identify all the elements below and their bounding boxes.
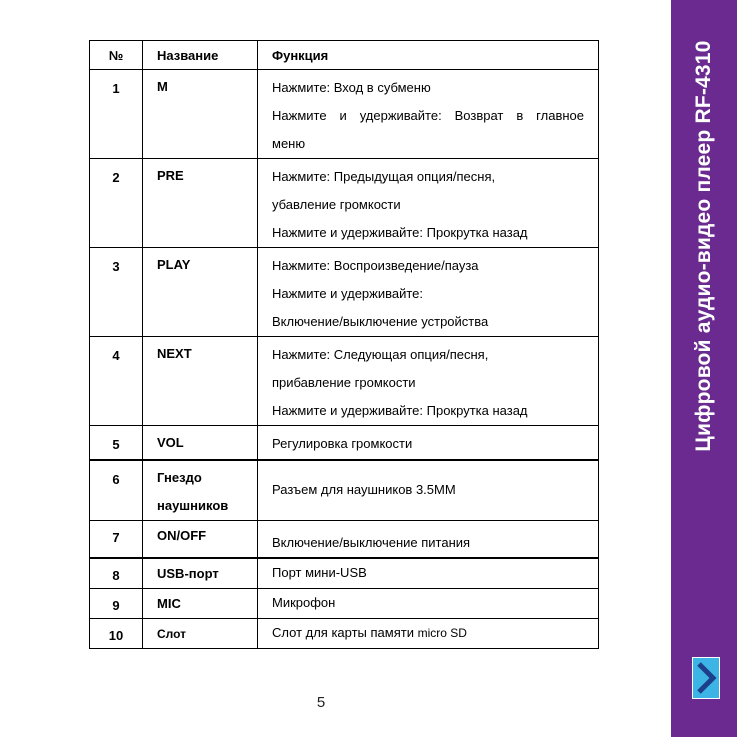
- row-function-line: Нажмите и удерживайте: Прокрутка назад: [272, 403, 528, 418]
- row-function-text: Слот для карты памяти: [272, 624, 418, 640]
- row-name: ON/OFF: [157, 527, 207, 543]
- row-function-line: Нажмите: Воспроизведение/пауза: [272, 258, 479, 273]
- row-name: USB-порт: [157, 565, 219, 581]
- controls-table: [89, 40, 599, 649]
- row-number: 1: [90, 70, 143, 159]
- row-number: 10: [90, 618, 143, 648]
- table-row: [90, 248, 599, 337]
- row-name: M: [157, 79, 168, 94]
- header-number: №: [90, 41, 143, 70]
- table-row: [90, 588, 599, 618]
- row-name: наушников: [157, 497, 229, 513]
- row-function-line: Нажмите и удерживайте: Возврат в главное: [272, 108, 584, 123]
- next-page-button[interactable]: [692, 657, 720, 699]
- page-number: 5: [316, 694, 326, 711]
- row-function-line: прибавление громкости: [272, 375, 416, 390]
- row-number: 4: [90, 337, 143, 426]
- row-function-line: Нажмите и удерживайте:: [272, 286, 424, 301]
- table-row: [90, 520, 599, 558]
- row-name: MIC: [157, 595, 181, 611]
- row-name: NEXT: [157, 346, 192, 361]
- row-function-line: Регулировка громкости: [272, 436, 413, 451]
- row-number: 5: [90, 426, 143, 460]
- row-function-line: Микрофон: [272, 594, 336, 610]
- row-function-line: Включение/выключение питания: [272, 534, 471, 550]
- row-function-line: Нажмите: Предыдущая опция/песня,: [272, 169, 496, 184]
- row-name: PLAY: [157, 257, 191, 272]
- row-name: VOL: [157, 435, 184, 450]
- side-title: Цифровой аудио-видео плеер RF-4310: [692, 40, 715, 452]
- chevron-right-icon: [693, 658, 719, 698]
- table-row: [90, 618, 599, 648]
- table-row: [90, 558, 599, 589]
- row-name: Слот: [157, 626, 187, 641]
- table-header-row: [90, 41, 599, 70]
- row-number: 2: [90, 159, 143, 248]
- row-function-line: убавление громкости: [272, 197, 401, 212]
- table-row: [90, 70, 599, 159]
- row-function-line: меню: [272, 136, 306, 151]
- row-number: 6: [90, 460, 143, 521]
- table-row: [90, 426, 599, 460]
- table-row: [90, 159, 599, 248]
- row-number: 9: [90, 588, 143, 618]
- header-function: Функция: [258, 41, 599, 70]
- row-function-line: Включение/выключение устройства: [272, 314, 489, 329]
- row-name: PRE: [157, 168, 184, 183]
- row-function-line: Разъем для наушников 3.5MM: [272, 482, 456, 497]
- row-function-line: Нажмите и удерживайте: Прокрутка назад: [272, 225, 528, 240]
- row-function-line: Нажмите: Вход в субменю: [272, 80, 431, 95]
- row-function-line: Нажмите: Следующая опция/песня,: [272, 347, 489, 362]
- row-number: 3: [90, 248, 143, 337]
- table-row: [90, 460, 599, 521]
- row-number: 7: [90, 520, 143, 558]
- header-name: Название: [143, 41, 258, 70]
- row-number: 8: [90, 558, 143, 589]
- row-function-text-small: micro SD: [417, 625, 467, 640]
- row-function-line: Порт мини-USB: [272, 564, 367, 580]
- table-row: [90, 337, 599, 426]
- row-name: Гнездо: [157, 469, 202, 485]
